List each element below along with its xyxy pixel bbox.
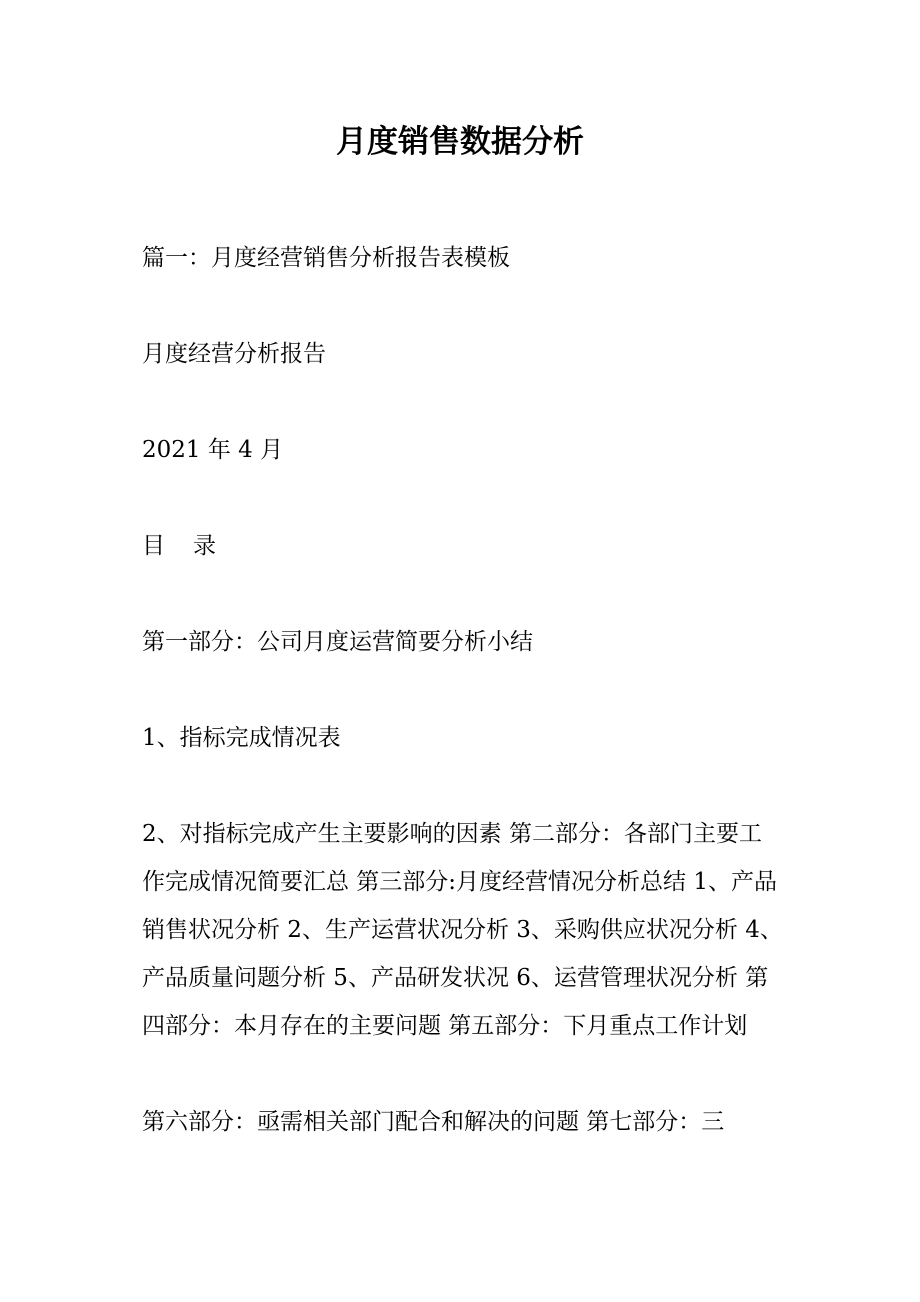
paragraph-item-one: 1、指标完成情况表 [142,725,341,751]
paragraph-article-heading: 篇一：月度经营销售分析报告表模板 [142,245,510,271]
paragraph-report-date: 2021 年 4 月 [142,437,284,463]
paragraph-toc-body: 2、对指标完成产生主要影响的因素 第二部分：各部门主要工作完成情况简要汇总 第三部分:月度经营情况分析总结 1、产品销售状况分析 2、生产运营状况分析 3、采购供应状况分析 4、产品质量问题分析 5、产品研发状况 6、运营管理状况分析 第四部分：本月存在的主要问题 第五部分：下月重点工作计划 [142,821,783,1039]
document-title: 月度销售数据分析 [336,124,584,160]
table-of-contents-heading [142,522,784,570]
document-body [142,234,784,1194]
paragraph-report-title: 月度经营分析报告 [142,341,326,367]
toc-heading-char-1: 目 [142,533,165,559]
toc-heading-char-2: 录 [193,533,216,559]
paragraph-part-one: 第一部分：公司月度运营简要分析小结 [142,629,533,655]
paragraph-part-six: 第六部分：亟需相关部门配合和解决的问题 第七部分：三 [142,1109,725,1135]
